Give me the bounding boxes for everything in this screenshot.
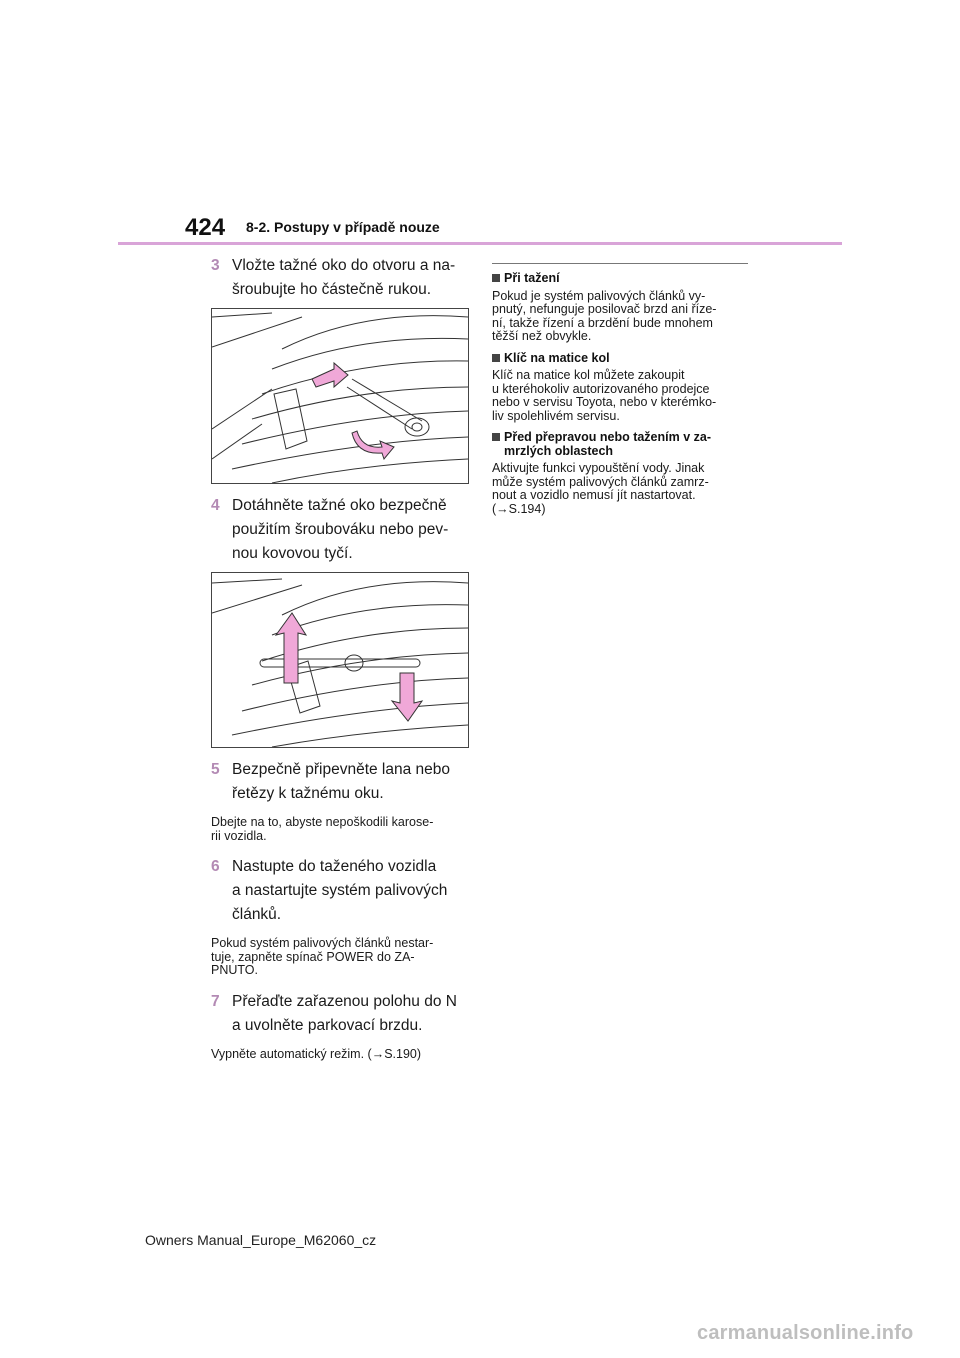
subsection-heading — [492, 431, 750, 458]
subsection-title: Při tažení — [504, 271, 560, 285]
towing-eye-tighten-illustration — [212, 573, 468, 747]
subsection-body: Klíč na matice kol můžete zakoupit u kteréhokoliv autorizovaného prodejce nebo v servisu Toyota, nebo v kterémko- liv spolehlivém servisu. — [492, 368, 717, 423]
step-text: Přeřaďte zařazenou polohu do N a uvolněte parkovací brzdu. — [232, 992, 457, 1034]
subsection-heading — [492, 272, 750, 286]
step-4 — [211, 494, 469, 566]
step-number: 3 — [211, 257, 220, 274]
step-6 — [211, 855, 469, 927]
step-7 — [211, 990, 469, 1038]
subsection-body: Pokud je systém palivových článků vy- pnutý, nefunguje posilovač brzd ani říze- ní, takže řízení a brzdění bude mnohem těžší než obvykle. — [492, 288, 717, 343]
subsection-title: Před přepravou nebo tažením v za- mrzlých oblastech — [504, 430, 711, 458]
section-title: 8-2. Postupy v případě nouze — [246, 219, 440, 235]
figure-towing-eye-tighten — [211, 572, 469, 748]
square-bullet-icon — [492, 272, 504, 286]
note-step-5: Dbejte na to, abyste nepoškodili karose- rii vozidla. — [211, 815, 434, 843]
step-number: 6 — [211, 858, 220, 875]
step-text: Vložte tažné oko do otvoru a na- šroubujte ho částečně rukou. — [232, 257, 456, 298]
step-number: 7 — [211, 992, 220, 1010]
subsection-heading — [492, 352, 750, 366]
page-number: 424 — [185, 214, 226, 241]
step-number: 4 — [211, 497, 220, 514]
subsection-title: Klíč na matice kol — [504, 350, 610, 365]
note-step-7: Vypněte automatický režim. (→S.190) — [211, 1046, 422, 1061]
right-column — [492, 263, 750, 516]
watermark: carmanualsonline.info — [697, 1322, 914, 1344]
square-bullet-icon — [492, 431, 504, 458]
left-column — [211, 254, 469, 1073]
header-divider — [118, 242, 842, 245]
towing-eye-insert-illustration — [212, 309, 468, 483]
step-text: Bezpečně připevněte lana nebo řetězy k tažnému oku. — [232, 761, 451, 802]
step-text: Dotáhněte tažné oko bezpečně použitím šroubováku nebo pev- nou kovovou tyčí. — [232, 497, 449, 562]
subsection-body: Aktivujte funkci vypouštění vody. Jinak může systém palivových článků zamrz- nout a vozidlo nemusí jít nastartovat. (→S.194) — [492, 461, 709, 516]
figure-towing-eye-insert — [211, 308, 469, 484]
step-3 — [211, 254, 469, 302]
step-text: Nastupte do taženého vozidla a nastartujte systém palivových článků. — [232, 858, 448, 923]
right-column-divider — [492, 263, 748, 264]
step-5 — [211, 758, 469, 806]
footer-manual-id: Owners Manual_Europe_M62060_cz — [145, 1232, 377, 1248]
square-bullet-icon — [492, 352, 504, 366]
note-step-6: Pokud systém palivových článků nestar- tuje, zapněte spínač POWER do ZA- PNUTO. — [211, 936, 434, 977]
step-number: 5 — [211, 761, 220, 778]
